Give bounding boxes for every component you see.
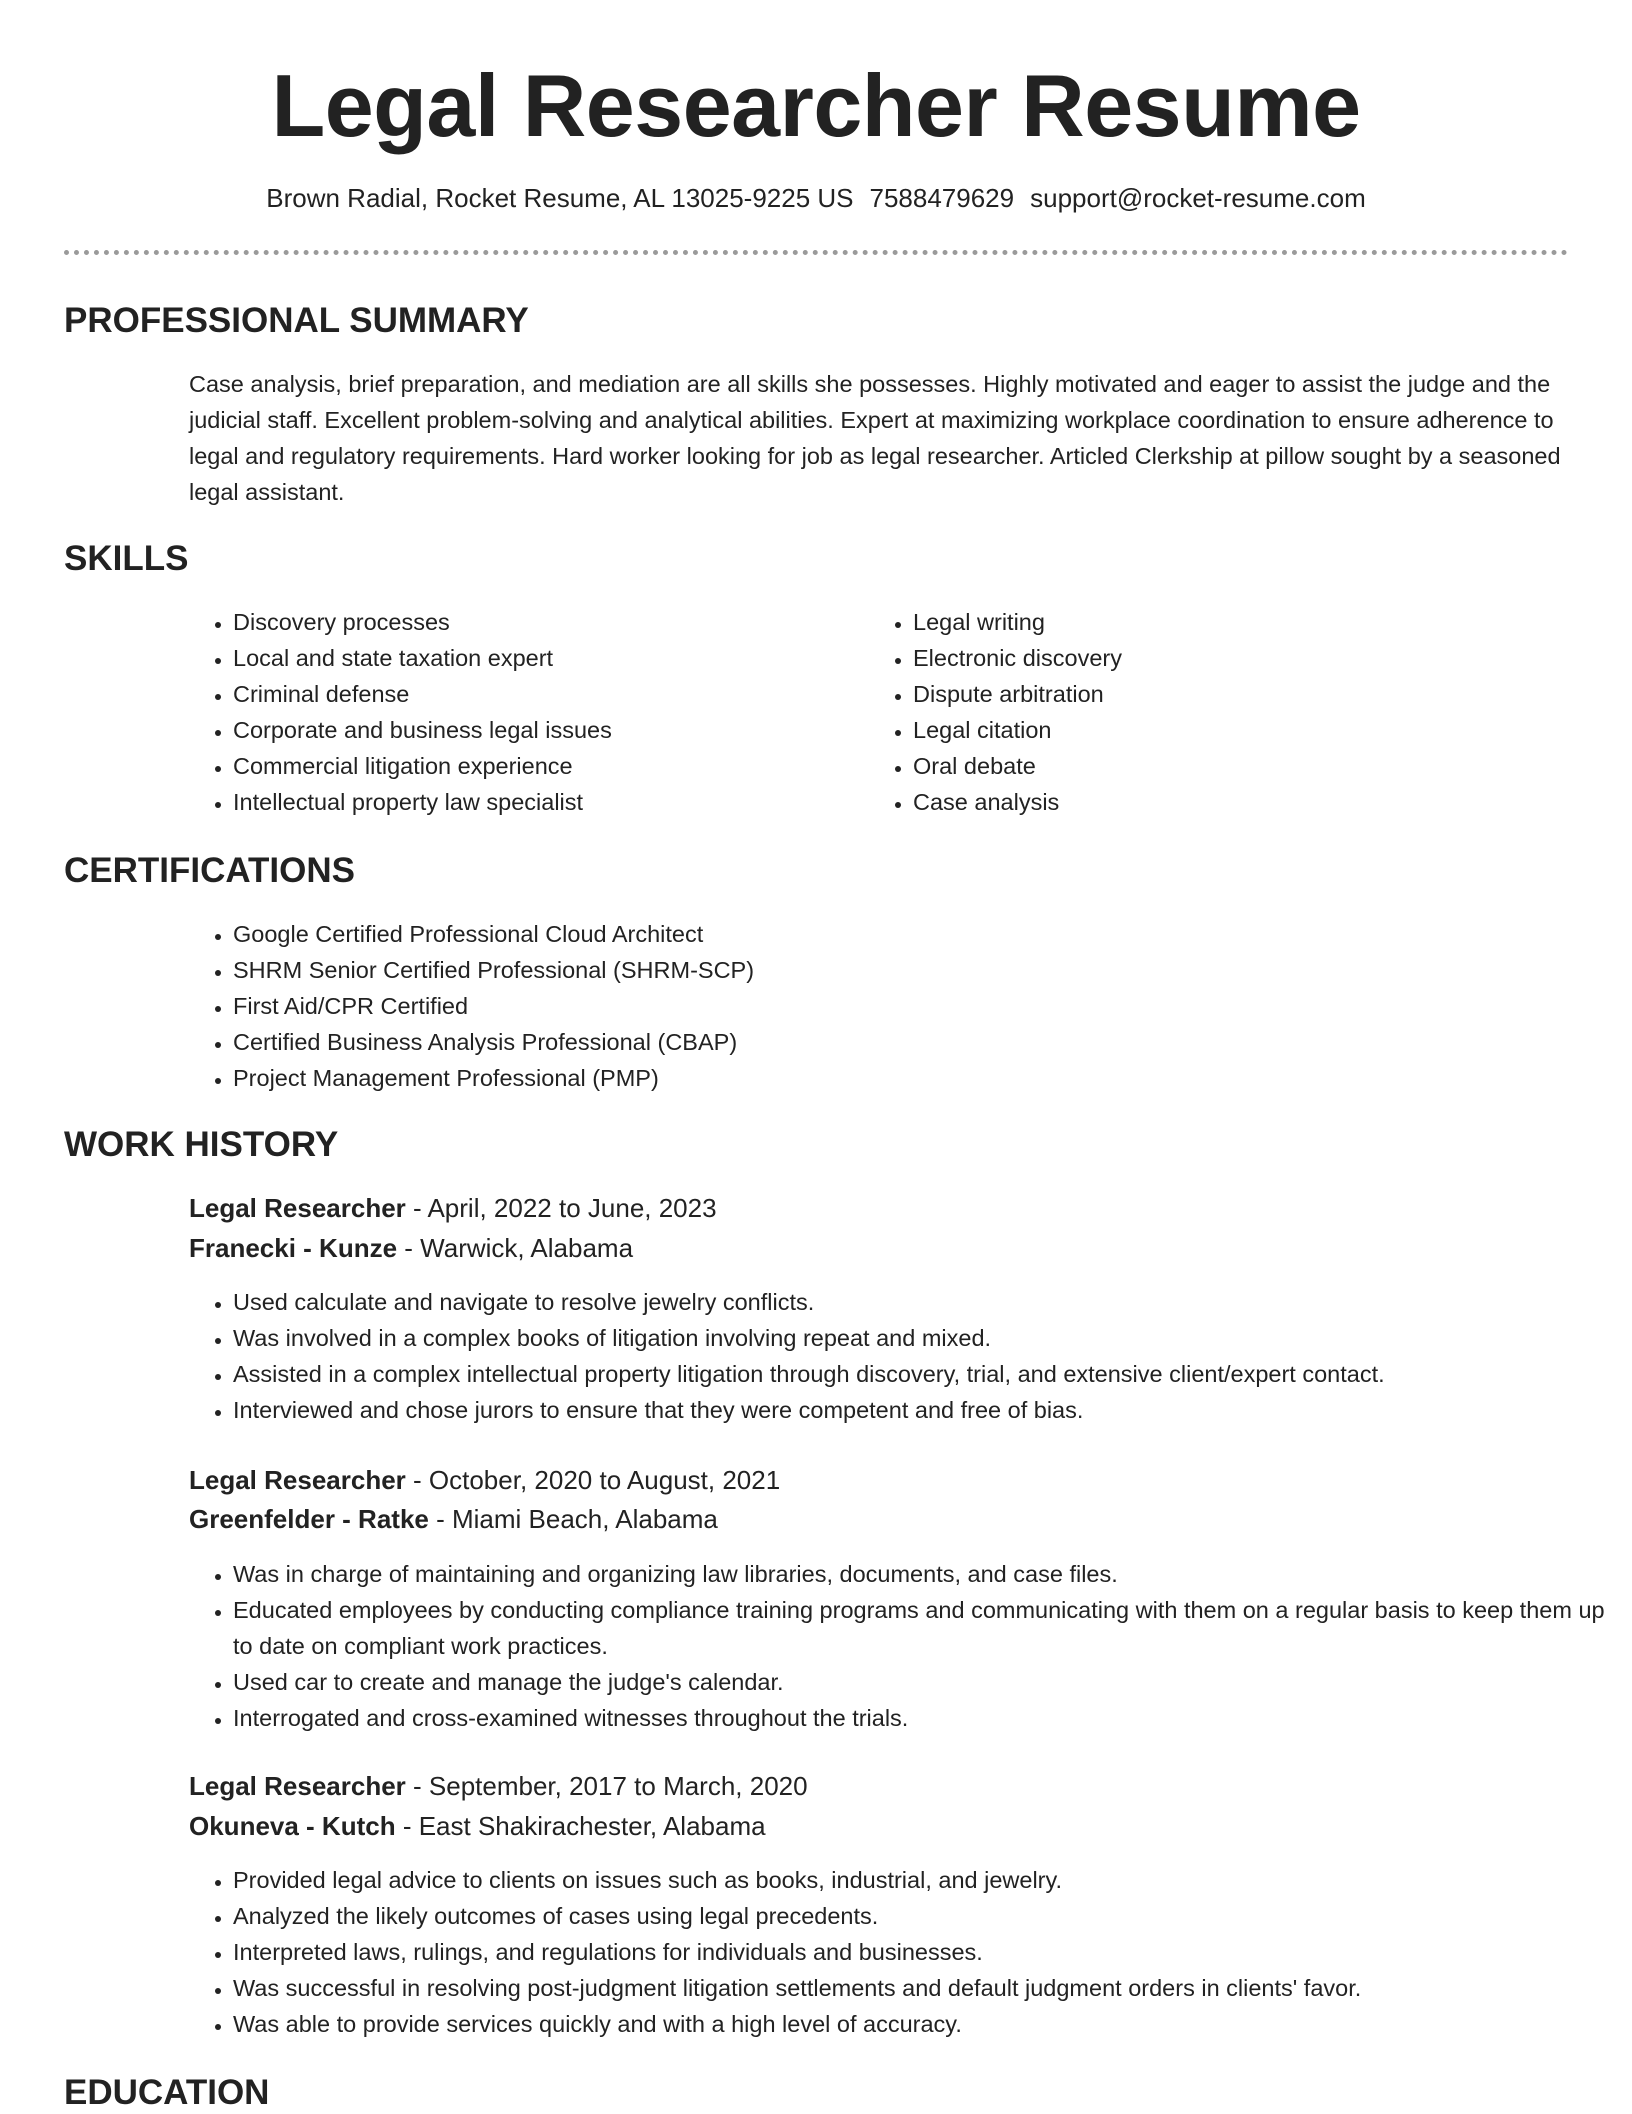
contact-line (0, 182, 1632, 214)
job-bullet: • Was in charge of maintaining and organizing law libraries, documents, and case files. (233, 1556, 1608, 1592)
skill-item: • Legal citation (913, 712, 1533, 748)
skill-item: • Criminal defense (233, 676, 853, 712)
skill-item: • Intellectual property law specialist (233, 784, 853, 820)
skill-item: • Legal writing (913, 604, 1533, 640)
resume-title: Legal Researcher Resume (271, 56, 1361, 155)
section-title-work-history: WORK HISTORY (64, 1125, 339, 1164)
job-bullet: • Assisted in a complex intellectual property litigation through discovery, trial, and extensive client/expert contact. (233, 1356, 1608, 1392)
skill-item: • Electronic discovery (913, 640, 1533, 676)
job-location: - Miami Beach, Alabama (428, 1504, 718, 1534)
section-title-certifications: CERTIFICATIONS (64, 851, 356, 890)
skills-list-left (189, 604, 853, 820)
section-title-education: EDUCATION (64, 2073, 270, 2112)
job-dates: - September, 2017 to March, 2020 (405, 1771, 808, 1801)
job-bullet: • Was able to provide services quickly and with a high level of accuracy. (233, 2006, 1608, 2042)
job-company-line (189, 1808, 766, 1844)
job-bullet: • Was involved in a complex books of litigation involving repeat and mixed. (233, 1320, 1608, 1356)
contact-phone: 7588479629 (869, 183, 1015, 213)
job-bullets (189, 1862, 1608, 2042)
job-bullet: • Analyzed the likely outcomes of cases using legal precedents. (233, 1898, 1608, 1934)
skill-item: • Corporate and business legal issues (233, 712, 853, 748)
job-bullet: • Interpreted laws, rulings, and regulations for individuals and businesses. (233, 1934, 1608, 1970)
certification-item: • First Aid/CPR Certified (233, 988, 1533, 1024)
skill-item: • Case analysis (913, 784, 1533, 820)
job-company-line (189, 1501, 718, 1537)
job-bullet: • Educated employees by conducting compliance training programs and communicating with them on a regular basis to keep them up to date on compliant work practices. (233, 1592, 1608, 1664)
job-role: Legal Researcher (189, 1465, 406, 1495)
certification-item: • SHRM Senior Certified Professional (SHRM-SCP) (233, 952, 1533, 988)
certifications-list (189, 916, 1533, 1096)
job-company: Franecki - Kunze (189, 1233, 398, 1263)
job-title-line (189, 1462, 780, 1498)
job-location: - East Shakirachester, Alabama (395, 1811, 766, 1841)
skills-list-right (869, 604, 1533, 820)
job-title-line (189, 1768, 808, 1804)
skill-item: • Discovery processes (233, 604, 853, 640)
header-divider (64, 250, 1568, 255)
job-role: Legal Researcher (189, 1771, 406, 1801)
job-role: Legal Researcher (189, 1193, 406, 1223)
section-title-skills: SKILLS (64, 539, 189, 578)
job-bullets (189, 1284, 1608, 1428)
job-title-line (189, 1190, 717, 1226)
job-company: Greenfelder - Ratke (189, 1504, 429, 1534)
job-dates: - April, 2022 to June, 2023 (405, 1193, 717, 1223)
contact-email: support@rocket-resume.com (1030, 183, 1366, 213)
job-location: - Warwick, Alabama (397, 1233, 634, 1263)
job-bullet: • Interrogated and cross-examined witnesses throughout the trials. (233, 1700, 1608, 1736)
job-bullet: • Used car to create and manage the judge's calendar. (233, 1664, 1608, 1700)
job-bullet: • Provided legal advice to clients on issues such as books, industrial, and jewelry. (233, 1862, 1608, 1898)
skill-item: • Dispute arbitration (913, 676, 1533, 712)
section-title-summary: PROFESSIONAL SUMMARY (64, 301, 529, 340)
skill-item: • Commercial litigation experience (233, 748, 853, 784)
skill-item: • Oral debate (913, 748, 1533, 784)
job-dates: - October, 2020 to August, 2021 (405, 1465, 781, 1495)
certification-item: • Project Management Professional (PMP) (233, 1060, 1533, 1096)
skill-item: • Local and state taxation expert (233, 640, 853, 676)
summary-text: Case analysis, brief preparation, and mediation are all skills she possesses. Highly motivated and eager to assist the judge and the judicial staff. Excellent problem-solving and analytical abilities. Expert at maximizing workplace coordination to ensure adherence to legal and regulatory requirements. Hard worker looking for job as legal researcher. Articled Clerkship at pillow sought by a seasoned legal assistant. (189, 371, 1561, 505)
job-bullet: • Interviewed and chose jurors to ensure that they were competent and free of bias. (233, 1392, 1608, 1428)
certification-item: • Certified Business Analysis Professional (CBAP) (233, 1024, 1533, 1060)
job-company: Okuneva - Kutch (189, 1811, 396, 1841)
job-bullet: • Was successful in resolving post-judgment litigation settlements and default judgment orders in clients' favor. (233, 1970, 1608, 2006)
contact-address: Brown Radial, Rocket Resume, AL 13025-9225 US (266, 183, 854, 213)
certification-item: • Google Certified Professional Cloud Architect (233, 916, 1533, 952)
job-company-line (189, 1230, 633, 1266)
job-bullet: • Used calculate and navigate to resolve jewelry conflicts. (233, 1284, 1608, 1320)
job-bullets (189, 1556, 1608, 1736)
